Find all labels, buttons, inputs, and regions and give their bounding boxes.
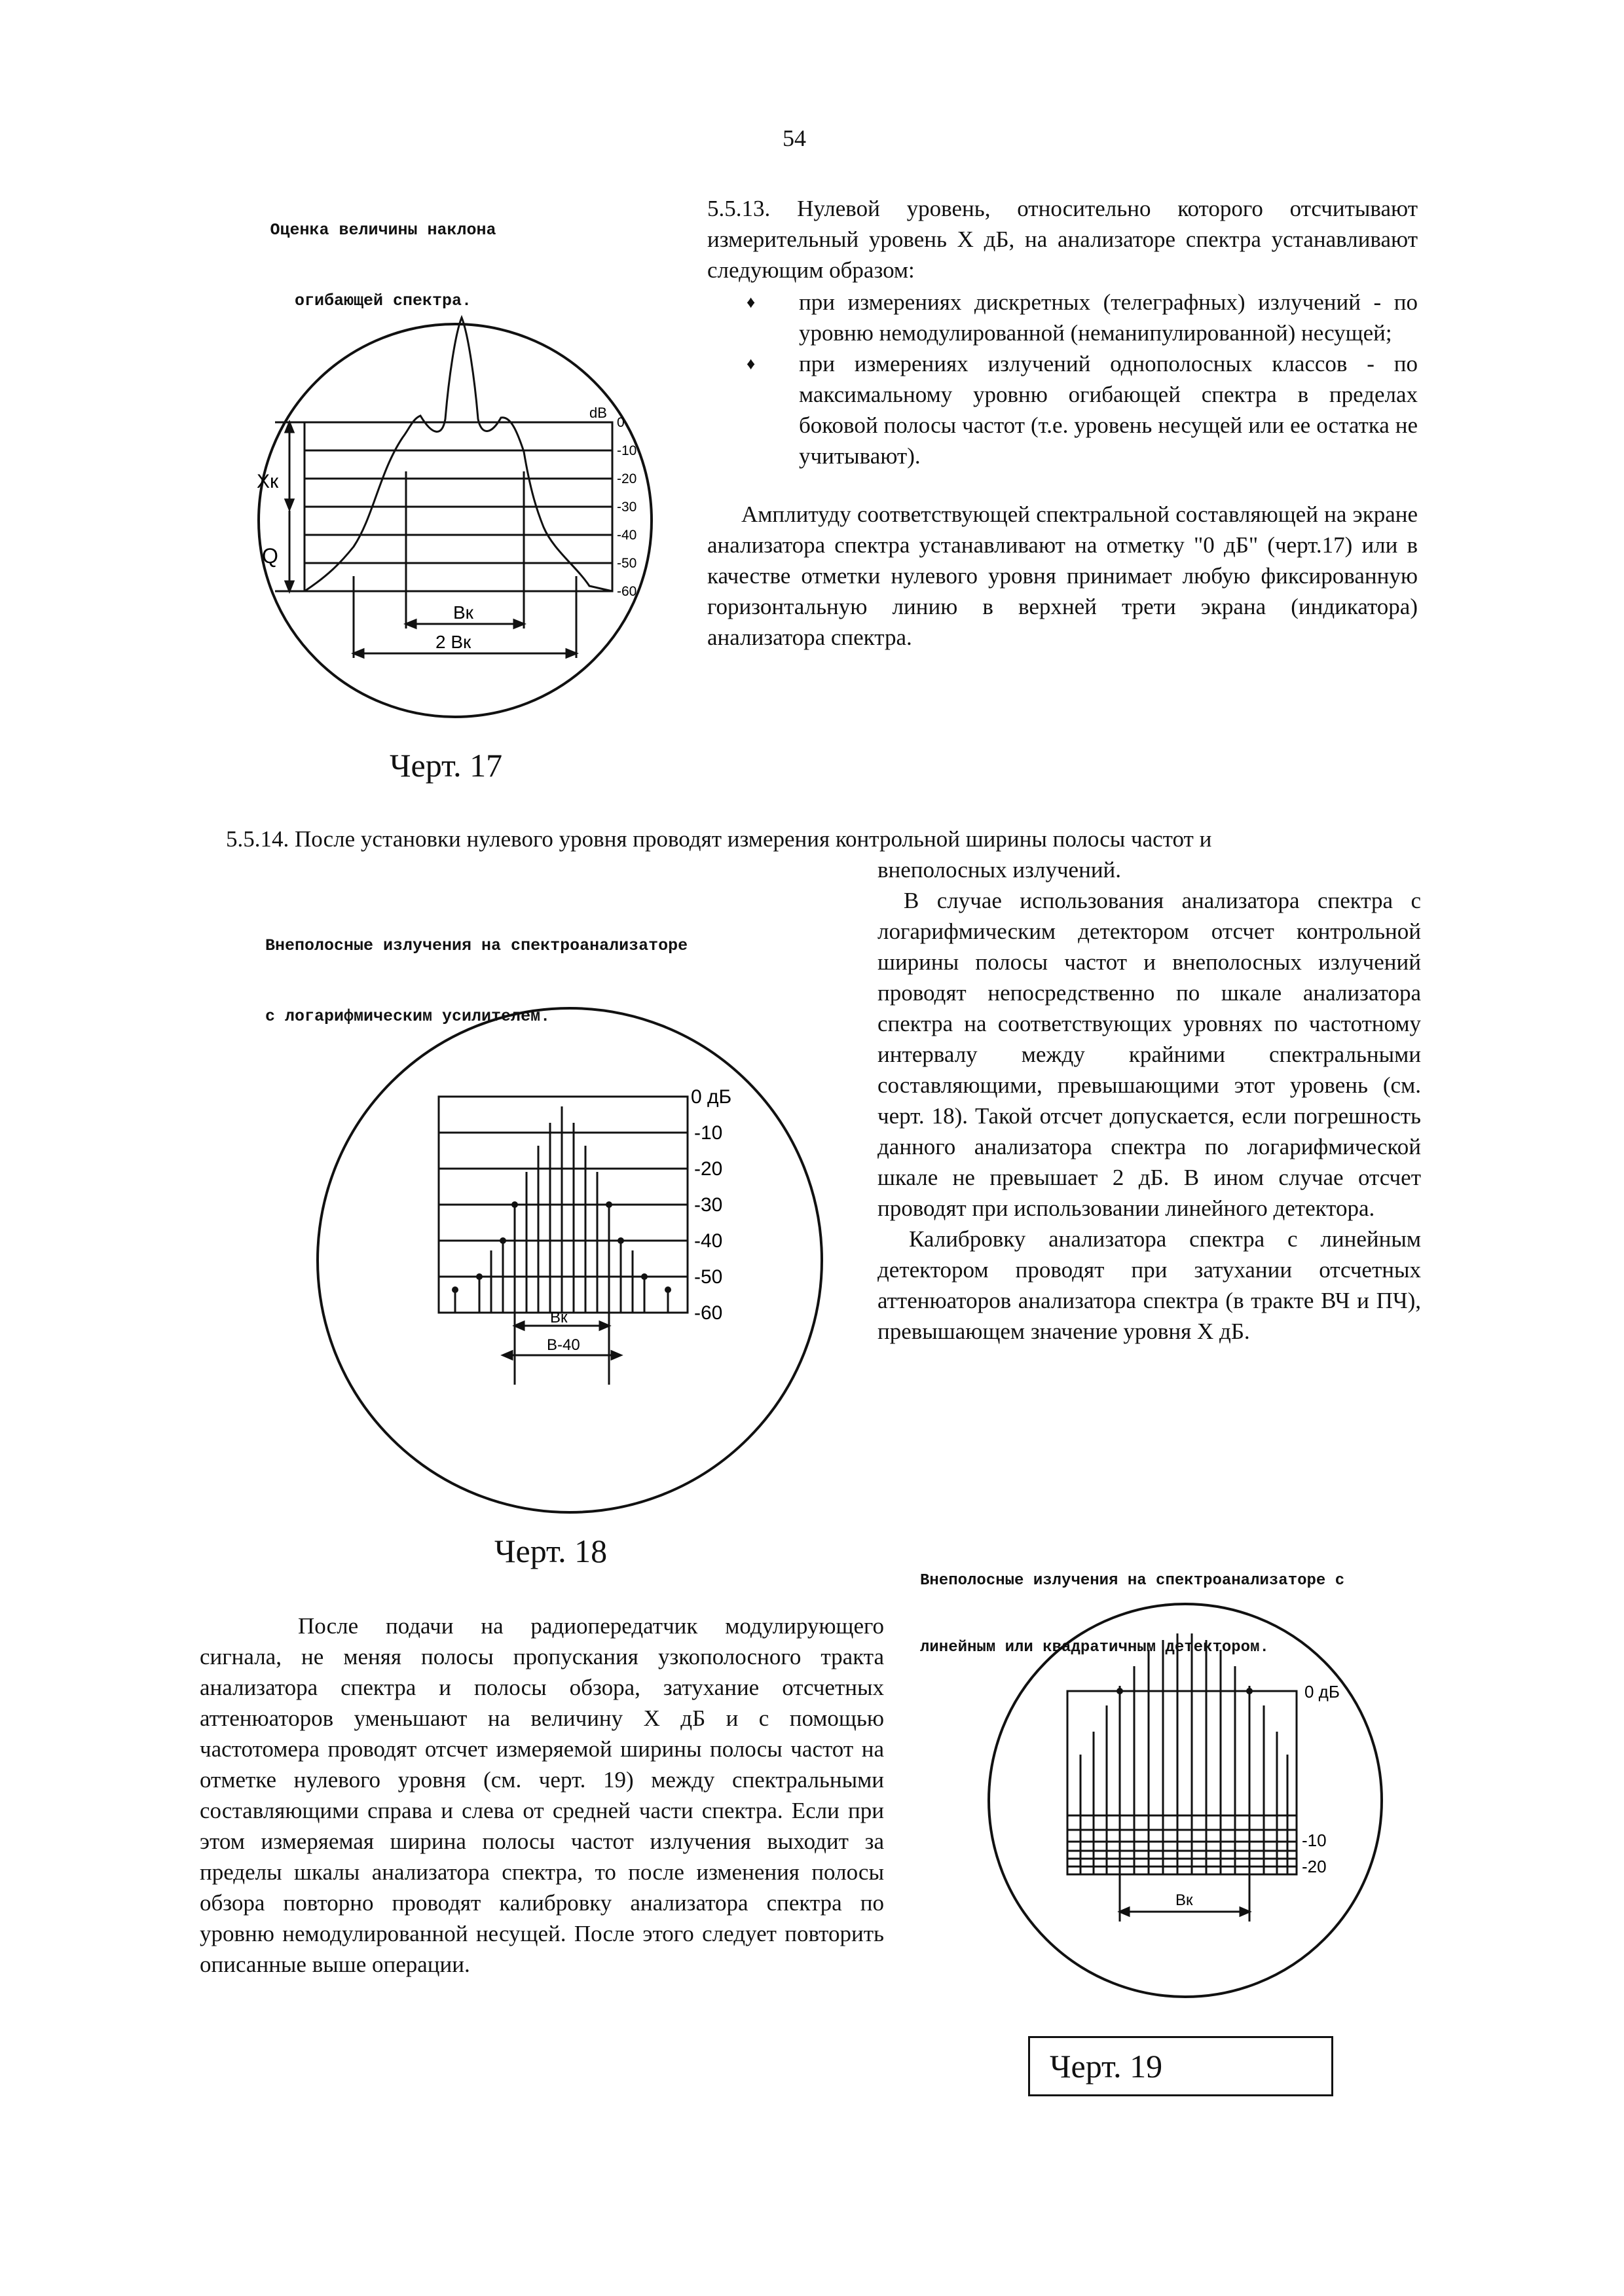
fig18-scale-labels bbox=[691, 1086, 731, 1324]
fig18-scale-60: -60 bbox=[694, 1302, 723, 1324]
section-5513-bullet-2 bbox=[747, 348, 1418, 471]
fig19-spectral-lines bbox=[1080, 1633, 1287, 1874]
section-5513-bullet-2-text: при измерениях излучений однополосных классов - по максимальному уровню огибающей спектра в пределах боковой полосы частот (т.е. уровень несущей или ее остатка не учитывают). bbox=[799, 351, 1418, 469]
fig18-scale-20: -20 bbox=[694, 1158, 723, 1180]
section-5513 bbox=[707, 193, 1418, 653]
fig18-caption-line1: Внеполосные излучения на спектроанализаторе bbox=[265, 936, 688, 955]
fig17-caption-line1: Оценка величины наклона bbox=[270, 221, 496, 240]
fig18-title: Черт. 18 bbox=[494, 1533, 608, 1569]
section-5513-bullet-1 bbox=[747, 287, 1418, 348]
fig18-scale-50: -50 bbox=[694, 1266, 723, 1288]
section-5514-line1: 5.5.14. После установки нулевого уровня проводят измерения контрольной ширины полосы частот и bbox=[226, 826, 1212, 852]
fig18-spectral-lines bbox=[455, 1106, 668, 1313]
fig18-scale-40: -40 bbox=[694, 1230, 723, 1252]
fig19-bk-label: Bк bbox=[1175, 1891, 1193, 1909]
fig18-scale-0: 0 дБ bbox=[691, 1086, 732, 1108]
fig17-scale-40: -40 bbox=[617, 528, 637, 543]
fig19-scale-20: -20 bbox=[1302, 1857, 1327, 1876]
section-5513-bullets bbox=[747, 287, 1418, 471]
fig17-scale-60: -60 bbox=[617, 584, 637, 599]
fig17-screen-circle bbox=[259, 324, 652, 717]
fig18-caption-line2: с логарифмическим усилителем. bbox=[265, 1007, 551, 1026]
fig17-scale-10: -10 bbox=[617, 443, 637, 458]
fig17-diagram bbox=[249, 301, 681, 746]
fig17-bk-label: Bк bbox=[453, 602, 473, 623]
fig19-screen-circle bbox=[989, 1604, 1382, 1997]
fig17-scale-30: -30 bbox=[617, 500, 637, 515]
fig18-scale-30: -30 bbox=[694, 1194, 723, 1216]
section-5513-amplitude: Амплитуду соответствующей спектральной составляющей на экране анализатора спектра устанавливают на отметку "0 дБ" (черт.17) или в качестве отметки нулевого уровня принимает любую фиксированную горизонтальную линию в верхней трети экрана (индикатора) анализатора спектра. bbox=[707, 501, 1418, 650]
section-5514-para2: Калибровку анализатора спектра с линейным детектором проводят при затухании отсчетных аттенюаторов анализатора спектра (в тракте ВЧ и ПЧ), превышающем значение уровня X дБ. bbox=[877, 1226, 1421, 1344]
fig17-grid-lines bbox=[304, 450, 612, 563]
fig17-left-dimensions bbox=[275, 422, 304, 591]
fig18-grid-lines bbox=[439, 1133, 688, 1277]
page-number: 54 bbox=[783, 125, 806, 151]
section-5514-para1: В случае использования анализатора спектра с логарифмическим детектором отсчет контрольной ширины полосы частот и внеполосных излучений проводят непосредственно по шкале анализатора спектра на соответствующих уровнях по частотному интервалу между крайними спектральными составляющими, превышающими этот уровень (см. черт. 18). Такой отсчет допускается, если погрешность данного анализатора спектра по логарифмической шкале не превышает 2 дБ. В ином случае отсчет проводят при использовании линейного детектора. bbox=[877, 888, 1421, 1221]
fig17-scale-0: 0 bbox=[617, 415, 625, 430]
section-5514-line2: внеполосных излучений. bbox=[877, 857, 1122, 883]
fig19-scale-labels bbox=[1302, 1682, 1340, 1876]
fig18-scale-10: -10 bbox=[694, 1122, 723, 1144]
fig17-2bk-label: 2 Bк bbox=[435, 632, 471, 652]
fig17-xk-label: Xк bbox=[257, 471, 279, 492]
fig19-scale-0: 0 дБ bbox=[1304, 1682, 1340, 1702]
fig19-caption-line2: линейным или квадратичным детектором. bbox=[920, 1639, 1269, 1656]
fig19-title-box bbox=[1028, 2036, 1333, 2096]
fig18-screen-circle bbox=[318, 1008, 822, 1512]
fig18-b40-label: B-40 bbox=[547, 1336, 580, 1354]
fig19-grid-frame bbox=[1067, 1691, 1297, 1874]
fig17-title: Черт. 17 bbox=[390, 747, 503, 784]
fig19-grid-lines bbox=[1067, 1815, 1297, 1867]
fig19-caption-line1: Внеполосные излучения на спектроанализаторе с bbox=[920, 1572, 1345, 1590]
bullet-icon: ♦ bbox=[747, 293, 756, 312]
fig17-scale-20: -20 bbox=[617, 471, 637, 486]
fig17-caption-line2: огибающей спектра. bbox=[294, 291, 472, 310]
bullet-icon: ♦ bbox=[747, 354, 756, 373]
section-5514-body bbox=[877, 885, 1421, 1347]
fig17-q-label: Q bbox=[262, 544, 278, 568]
fig18-diagram bbox=[308, 1002, 832, 1525]
fig17-scale-labels bbox=[617, 415, 637, 599]
section-5513-bullet-1-text: при измерениях дискретных (телеграфных) излучений - по уровню немодулированной (неманипулированной) несущей; bbox=[799, 289, 1418, 346]
fig18-bk-label: Bк bbox=[550, 1309, 568, 1326]
fig17-bottom-dimensions bbox=[354, 471, 576, 658]
fig19-title: Черт. 19 bbox=[1050, 2048, 1163, 2085]
fig19-scale-10: -10 bbox=[1302, 1831, 1327, 1850]
bottom-paragraph: После подачи на радиопередатчик модулирующего сигнала, не меняя полосы пропускания узкополосного тракта анализатора спектра и полосы обзора, затухание отсчетных аттенюаторов уменьшают на величину X дБ и с помощью частотомера проводят отсчет измеряемой ширины полосы частот на отметке нулевого уровня (см. черт. 19) между спектральными составляющими справа и слева от средней части спектра. Если при этом измеряемая ширина полосы частот излучения выходит за пределы шкалы анализатора спектра, то после изменения полосы обзора повторно проводят калибровку анализатора спектра по уровню немодулированной несущей. После этого следует повторить описанные выше операции. bbox=[200, 1613, 884, 1977]
fig17-scale-50: -50 bbox=[617, 556, 637, 571]
fig19-diagram bbox=[982, 1581, 1401, 2039]
fig17-db-label: dB bbox=[589, 405, 607, 421]
section-5513-intro: 5.5.13. Нулевой уровень, относительно которого отсчитывают измерительный уровень X дБ, на анализаторе спектра устанавливают следующим образом: bbox=[707, 196, 1418, 283]
